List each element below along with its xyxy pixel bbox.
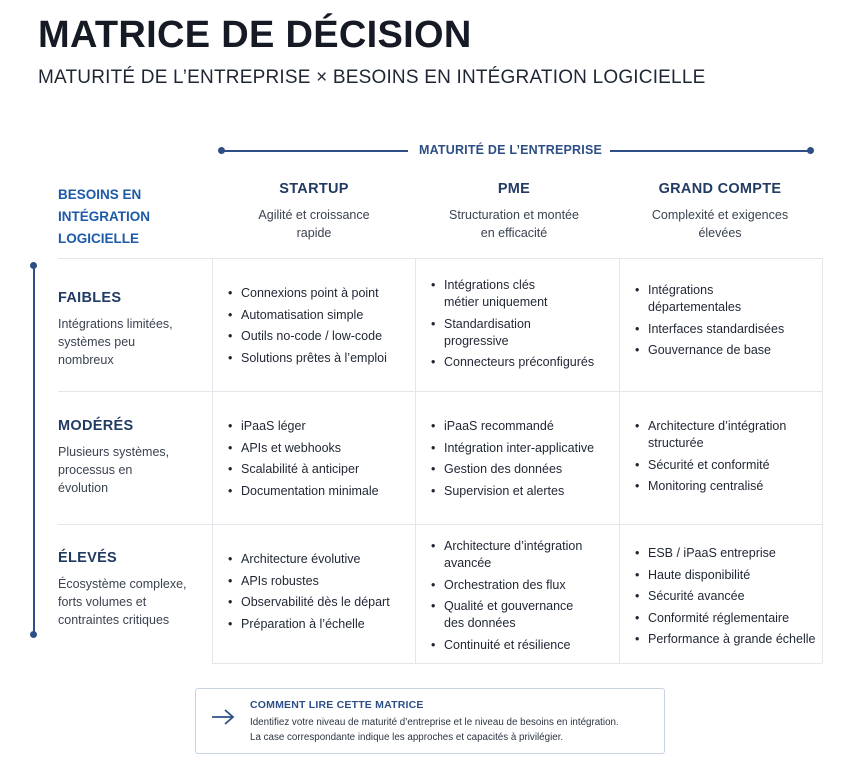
needs-axis-label (58, 184, 198, 250)
axis-line-right (610, 150, 810, 152)
bullet-item (635, 321, 825, 338)
row-description-line: processus en (58, 463, 133, 477)
bullet-item-line: • Outils no-code / low-code (241, 329, 383, 343)
row-description (58, 575, 203, 629)
bullet-item (635, 610, 825, 627)
bullet-item (431, 598, 621, 632)
bullet-item (431, 316, 621, 350)
matrix-cell-faibles-startup (228, 285, 418, 371)
bullet-item (431, 354, 621, 371)
row-description (58, 315, 203, 369)
row-title: FAIBLES (58, 290, 122, 306)
bullet-item-line: • Sécurité et conformité (648, 457, 770, 472)
row-title: ÉLEVÉS (58, 550, 118, 566)
bullet-item (431, 461, 621, 478)
row-description-line: systèmes peu (58, 335, 136, 349)
row-description-line: évolution (58, 481, 109, 495)
bullet-item-line: des données (444, 616, 516, 630)
grid-divider (58, 391, 822, 392)
bullet-item-line: • Scalabilité à anticiper (241, 462, 360, 476)
bullet-item-line: métier uniquement (444, 295, 548, 309)
column-header-grand-compte (620, 181, 820, 242)
reading-guide-box (195, 688, 665, 754)
bullet-item-line: • Intégrations clés (444, 278, 536, 292)
column-title: GRAND COMPTE (658, 181, 782, 197)
bullet-item (228, 461, 418, 478)
column-header-startup (214, 181, 414, 242)
bullet-item-line: • Continuité et résilience (444, 637, 571, 652)
maturity-axis-label: MATURITÉ DE L’ENTREPRISE (418, 143, 603, 157)
page-title: MATRICE DE DÉCISION (38, 14, 472, 56)
bullet-item-line: • Gouvernance de base (648, 343, 772, 357)
bullet-item (431, 483, 621, 500)
bullet-item (635, 457, 825, 474)
bullet-list (635, 418, 825, 495)
needs-axis-label-line: LOGICIELLE (58, 231, 139, 246)
row-description-line: forts volumes et (58, 595, 147, 609)
row-label-faibles (58, 290, 203, 369)
bullet-item-line: • Préparation à l’échelle (241, 616, 365, 631)
matrix-cell-eleves-startup (228, 551, 418, 637)
grid-divider (212, 258, 213, 663)
matrix-cell-moderes-startup (228, 418, 418, 504)
bullet-list (228, 418, 418, 500)
bullet-item-line: • Connecteurs préconfigurés (444, 355, 595, 369)
column-description-line: Structuration et montée (449, 208, 579, 222)
row-description-line: Plusieurs systèmes, (58, 445, 170, 459)
bullet-item (431, 538, 621, 572)
bullet-item-line: départementales (648, 300, 742, 314)
matrix-cell-moderes-grand-compte (635, 418, 825, 500)
bullet-item-line: • Documentation minimale (241, 483, 379, 498)
bullet-item-line: • Supervision et alertes (444, 483, 565, 498)
bullet-item-line: • Gestion des données (444, 462, 563, 476)
bullet-item (635, 567, 825, 584)
bullet-item-line: • Standardisation (444, 316, 531, 331)
bullet-item (228, 616, 418, 633)
column-description (214, 206, 414, 242)
bullet-item-line: • Architecture d’intégration (648, 419, 787, 433)
page-subtitle: MATURITÉ DE L’ENTREPRISE × BESOINS EN INTÉGRATION LOGICIELLE (38, 67, 706, 88)
bullet-item-line: • Architecture d’intégration (444, 539, 583, 553)
bullet-item-line: avancée (444, 556, 492, 570)
bullet-item-line: progressive (444, 333, 509, 348)
bullet-list (228, 285, 418, 367)
bullet-item-line: • Performance à grande échelle (648, 632, 816, 646)
needs-axis (30, 262, 38, 638)
column-description-line: en efficacité (480, 226, 548, 240)
bullet-item (431, 418, 621, 435)
bullet-item-line: • Automatisation simple (241, 307, 364, 322)
bullet-item (228, 483, 418, 500)
row-description-line: Intégrations limitées, (58, 317, 173, 331)
axis-line-left (222, 150, 408, 152)
column-description-line: Agilité et croissance (258, 208, 370, 222)
bullet-item-line: • Intégrations (648, 283, 714, 297)
needs-axis-bottom-dot (30, 631, 37, 638)
grid-divider (58, 524, 822, 525)
bullet-item-line: • Solutions prêtes à l’emploi (241, 350, 387, 365)
bullet-item-line: • Intégration inter-applicative (444, 440, 595, 455)
row-description-line: nombreux (58, 353, 114, 367)
bullet-item (431, 577, 621, 594)
arrow-right-icon (210, 707, 236, 727)
reading-guide-text (250, 715, 655, 745)
reading-guide-line: La case correspondante indique les approches et capacités à privilégier. (250, 732, 564, 743)
bullet-item (635, 478, 825, 495)
bullet-item-line: structurée (648, 436, 704, 450)
column-title: STARTUP (279, 181, 349, 197)
bullet-item (228, 350, 418, 367)
maturity-axis (218, 140, 814, 160)
bullet-item (635, 545, 825, 562)
matrix-cell-eleves-pme (431, 538, 621, 658)
reading-guide-heading: COMMENT LIRE CETTE MATRICE (250, 699, 424, 711)
row-label-moderes (58, 418, 203, 497)
column-description (414, 206, 614, 242)
matrix-cell-eleves-grand-compte (635, 545, 825, 653)
bullet-item (635, 631, 825, 648)
bullet-list (431, 418, 621, 500)
row-description-line: Écosystème complexe, (58, 577, 187, 591)
bullet-item-line: • Interfaces standardisées (648, 321, 785, 336)
axis-end-dot (807, 147, 814, 154)
bullet-item-line: • Monitoring centralisé (648, 479, 764, 493)
bullet-item-line: • Architecture évolutive (241, 552, 361, 566)
row-description-line: contraintes critiques (58, 613, 170, 627)
column-description-line: Complexité et exigences (651, 208, 789, 222)
bullet-item-line: • Orchestration des flux (444, 577, 566, 592)
bullet-item-line: • Sécurité avancée (648, 589, 745, 603)
bullet-list (635, 282, 825, 359)
bullet-item (228, 285, 418, 302)
bullet-item (228, 440, 418, 457)
column-description-line: élevées (698, 226, 742, 240)
needs-axis-label-line: BESOINS EN (58, 187, 142, 202)
bullet-item (228, 573, 418, 590)
row-title: MODÉRÉS (58, 418, 134, 434)
bullet-item (228, 551, 418, 568)
bullet-item-line: • iPaaS recommandé (444, 419, 554, 433)
column-description-line: rapide (296, 226, 332, 240)
bullet-item (228, 328, 418, 345)
bullet-item (635, 418, 825, 452)
grid-divider (58, 258, 822, 259)
bullet-item (431, 277, 621, 311)
row-label-eleves (58, 550, 203, 629)
bullet-list (228, 551, 418, 633)
bullet-item (431, 440, 621, 457)
bullet-item (228, 307, 418, 324)
bullet-item-line: • Haute disponibilité (648, 567, 751, 582)
bullet-item (635, 342, 825, 359)
bullet-item (431, 637, 621, 654)
column-title: PME (497, 181, 531, 197)
bullet-item-line: • Observabilité dès le départ (241, 595, 390, 609)
bullet-item (635, 282, 825, 316)
reading-guide-line: Identifiez votre niveau de maturité d’entreprise et le niveau de besoins en intégration. (250, 717, 619, 728)
bullet-list (431, 538, 621, 654)
bullet-item-line: • Connexions point à point (241, 286, 379, 300)
bullet-list (635, 545, 825, 648)
bullet-item-line: • ESB / iPaaS entreprise (648, 546, 776, 560)
bullet-item-line: • APIs et webhooks (241, 440, 342, 455)
grid-divider (212, 663, 822, 664)
matrix-cell-faibles-pme (431, 277, 621, 376)
bullet-item (228, 594, 418, 611)
bullet-item (635, 588, 825, 605)
needs-axis-line (33, 266, 35, 634)
bullet-item-line: • APIs robustes (241, 573, 319, 588)
bullet-item-line: • iPaaS léger (241, 419, 306, 433)
row-description (58, 443, 203, 497)
bullet-item (228, 418, 418, 435)
column-header-pme (414, 181, 614, 242)
bullet-item-line: • Conformité réglementaire (648, 610, 790, 625)
bullet-list (431, 277, 621, 371)
matrix-cell-moderes-pme (431, 418, 621, 504)
matrix-cell-faibles-grand-compte (635, 282, 825, 364)
bullet-item-line: • Qualité et gouvernance (444, 599, 574, 613)
needs-axis-label-line: INTÉGRATION (58, 209, 150, 224)
column-description (620, 206, 820, 242)
